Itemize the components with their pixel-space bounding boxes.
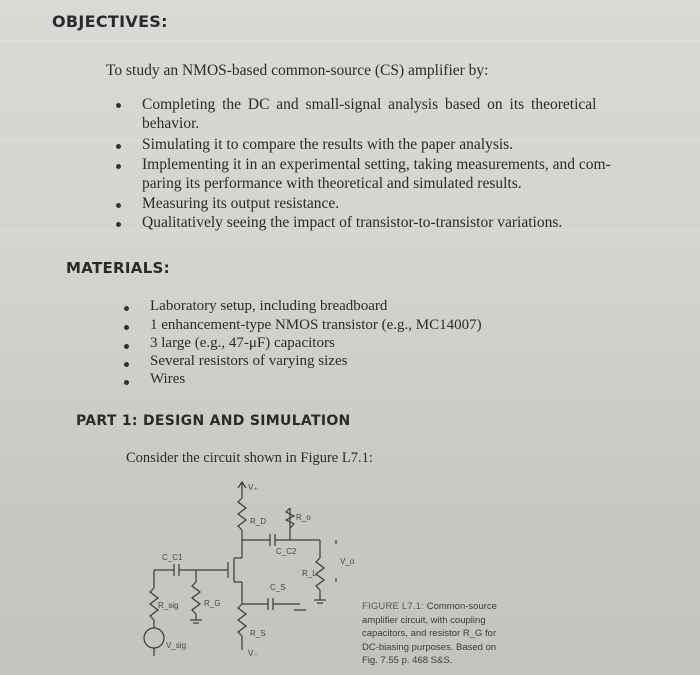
objective-item-1-cont: behavior. xyxy=(142,115,200,132)
cs-amplifier-circuit xyxy=(130,478,370,675)
material-item-4: Several resistors of varying sizes xyxy=(150,353,348,369)
cc1-label: C_C1 xyxy=(162,553,183,562)
bullet-icon xyxy=(124,344,129,349)
part1-intro: Consider the circuit shown in Figure L7.1: xyxy=(126,450,373,466)
caption-line-5: Fig. 7.55 p. 468 S&S. xyxy=(362,655,453,666)
vo-label: V_o xyxy=(340,557,355,566)
material-item-5: Wires xyxy=(150,371,186,387)
bullet-icon xyxy=(116,164,121,169)
objective-item-5: Qualitatively seeing the impact of transistor-to-transistor variations. xyxy=(142,214,563,231)
bullet-icon xyxy=(116,103,121,108)
objectives-heading: OBJECTIVES: xyxy=(52,12,168,31)
vplus-label: V₊ xyxy=(248,483,258,492)
rd-label: R_D xyxy=(250,517,267,526)
ro-label: R_o xyxy=(296,513,311,522)
material-item-2: 1 enhancement-type NMOS transistor (e.g., MC14007) xyxy=(150,317,482,333)
objective-item-1: Completing the DC and small-signal analysis based on its theoretical xyxy=(142,96,597,113)
vsig-label: V_sig xyxy=(166,641,187,650)
cc2-label: C_C2 xyxy=(276,547,297,556)
objective-item-3-cont: paring its performance with theoretical and simulated results. xyxy=(142,175,522,192)
objectives-intro: To study an NMOS-based common-source (CS) amplifier by: xyxy=(106,62,489,79)
figure-label: FIGURE L7.1: xyxy=(362,601,425,612)
bullet-icon xyxy=(124,380,129,385)
figure-caption xyxy=(362,600,542,668)
bullet-icon xyxy=(124,306,129,311)
objective-item-4: Measuring its output resistance. xyxy=(142,195,340,212)
rs-label: R_S xyxy=(250,629,266,638)
part1-heading: PART 1: DESIGN AND SIMULATION xyxy=(76,413,351,429)
material-item-1: Laboratory setup, including breadboard xyxy=(150,298,388,314)
rl-label: R_L xyxy=(302,569,317,578)
rsig-label: R_sig xyxy=(158,601,179,610)
rg-label: R_G xyxy=(204,599,221,608)
cs-label: C_S xyxy=(270,583,286,592)
bullet-icon xyxy=(124,362,129,367)
bullet-icon xyxy=(116,222,121,227)
objective-item-3: Implementing it in an experimental setting, taking measurements, and com- xyxy=(142,156,611,173)
bullet-icon xyxy=(116,203,121,208)
material-item-3: 3 large (e.g., 47-μF) capacitors xyxy=(150,335,335,351)
materials-heading: MATERIALS: xyxy=(66,259,170,277)
vminus-label: V₋ xyxy=(248,649,258,658)
bullet-icon xyxy=(124,325,129,330)
objective-item-2: Simulating it to compare the results with the paper analysis. xyxy=(142,136,514,153)
caption-line-4: DC-biasing purposes. Based on xyxy=(362,641,497,653)
caption-line-1: Common-source xyxy=(426,601,497,612)
bullet-icon xyxy=(116,144,121,149)
caption-line-3: capacitors, and resistor R_G for xyxy=(362,628,497,639)
caption-line-2: amplifier circuit, with coupling xyxy=(362,614,486,626)
